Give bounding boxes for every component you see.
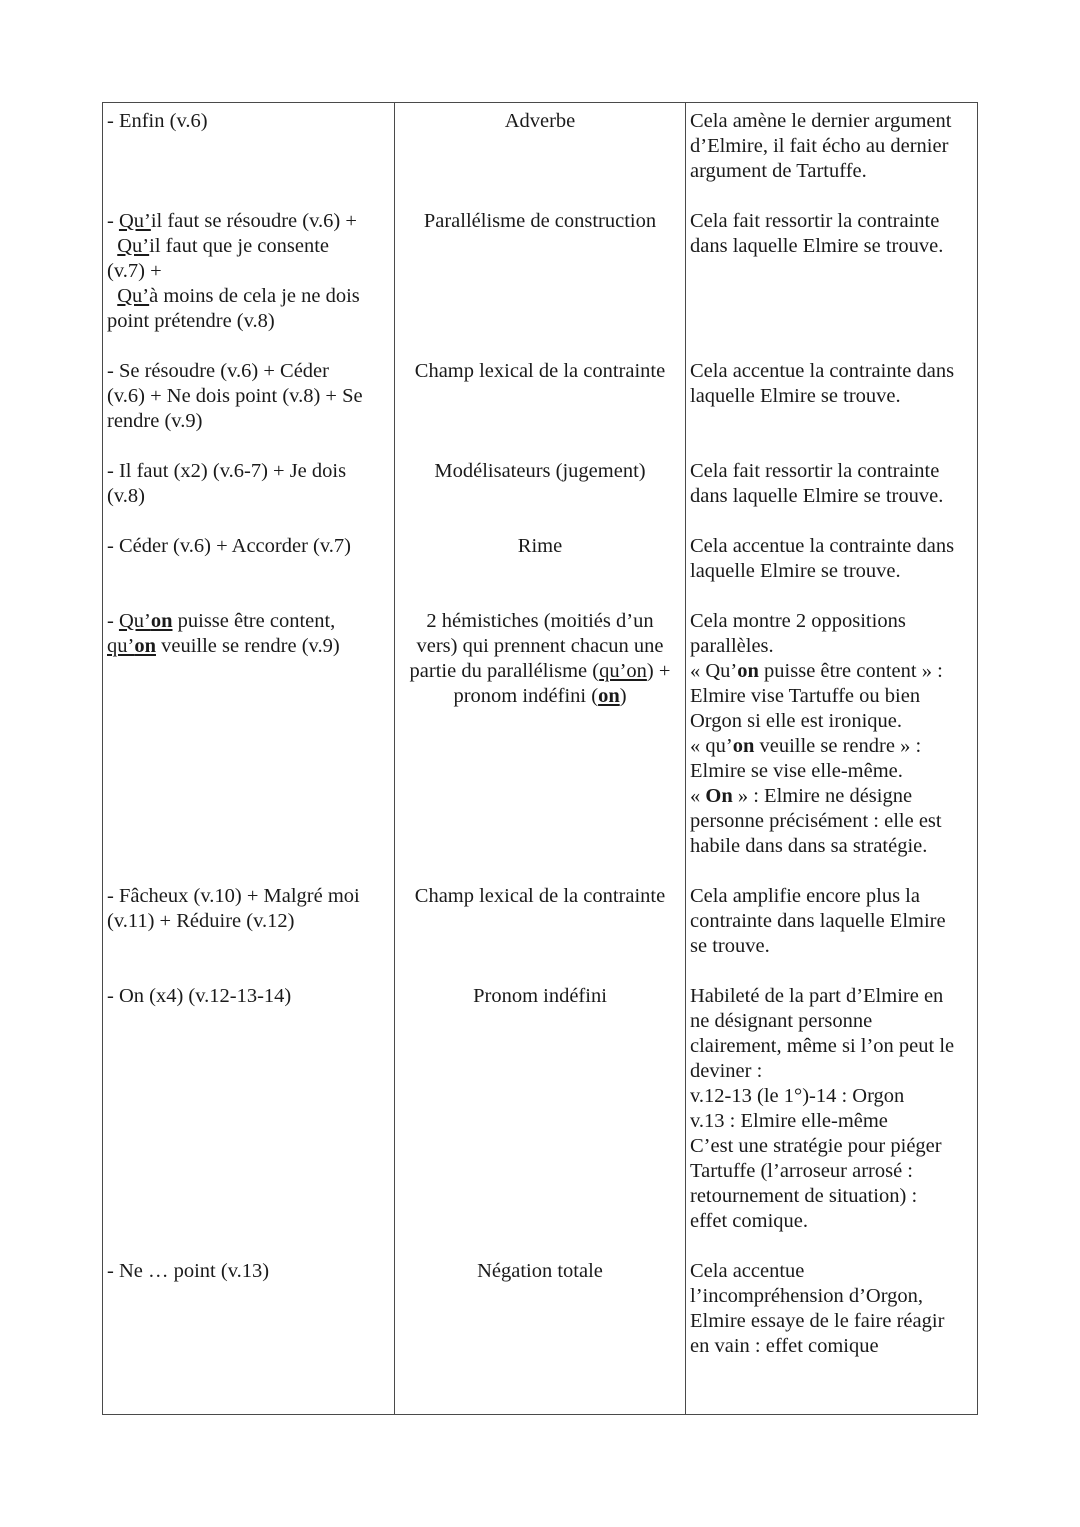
row-1-citation: - Enfin (v.6) [107,110,208,132]
row-8-procede: Pronom indéfini [473,985,607,1007]
row-8-interpretation: Habileté de la part d’Elmire en ne désignant personne clairement, même si l’on peut le deviner : v.12-13 (le 1°)-14 : Orgon v.13 : Elmire elle-même C’est une stratégie pour piéger Tartuffe (l’arroseur arrosé : retournement de situation) : effet comique. [690,985,955,1232]
column-divider-1 [394,102,395,1415]
row-4-procede: Modélisateurs (jugement) [434,460,646,482]
row-7-citation: - Fâcheux (v.10) + Malgré moi (v.11) + Réduire (v.12) [107,885,360,932]
row-9-citation: - Ne … point (v.13) [107,1260,270,1282]
row-9-procede: Négation totale [477,1260,603,1282]
row-3-interpretation: Cela accentue la contrainte dans laquelle Elmire se trouve. [690,360,955,407]
row-5-interpretation: Cela accentue la contrainte dans laquelle Elmire se trouve. [690,535,955,582]
row-2-interpretation: Cela fait ressortir la contrainte dans laquelle Elmire se trouve. [690,210,944,257]
row-1-interpretation: Cela amène le dernier argument d’Elmire, il fait écho au dernier argument de Tartuffe. [690,110,952,182]
row-1-procede: Adverbe [504,110,576,132]
row-3-citation: - Se résoudre (v.6) + Céder (v.6) + Ne dois point (v.8) + Se rendre (v.9) [107,360,363,432]
row-2-procede: Parallélisme de construction [423,210,657,232]
row-7-procede: Champ lexical de la contrainte [414,885,666,907]
row-9-interpretation: Cela accentue l’incompréhension d’Orgon, Elmire essaye de le faire réagir en vain : effet comique [690,1260,945,1357]
row-6-interpretation: Cela montre 2 oppositions parallèles. « Qu’on puisse être content » : Elmire vise Tartuffe ou bien Orgon si elle est ironique. « qu’on veuille se rendre » : Elmire se vise elle-même. « On » : Elmire ne désigne personne précisément : elle est habile dans dans sa stratégie. [690,610,943,857]
row-4-citation: - Il faut (x2) (v.6-7) + Je dois (v.8) [107,460,347,507]
row-5-citation: - Céder (v.6) + Accorder (v.7) [107,535,351,557]
row-4-interpretation: Cela fait ressortir la contrainte dans laquelle Elmire se trouve. [690,460,944,507]
row-2-citation: - Qu’il faut se résoudre (v.6) + Qu’il faut que je consente (v.7) + Qu’à moins de cela je ne dois point prétendre (v.8) [107,210,360,332]
row-6-procede: 2 hémistiches (moitiés d’un vers) qui prennent chacun une partie du parallélisme (qu’on) + pronom indéfini (on) [409,610,671,707]
row-8-citation: - On (x4) (v.12-13-14) [107,985,292,1007]
row-7-interpretation: Cela amplifie encore plus la contrainte dans laquelle Elmire se trouve. [690,885,946,957]
column-divider-2 [685,102,686,1415]
row-3-procede: Champ lexical de la contrainte [414,360,666,382]
row-5-procede: Rime [517,535,563,557]
row-6-citation: - Qu’on puisse être content, qu’on veuille se rendre (v.9) [107,610,340,657]
